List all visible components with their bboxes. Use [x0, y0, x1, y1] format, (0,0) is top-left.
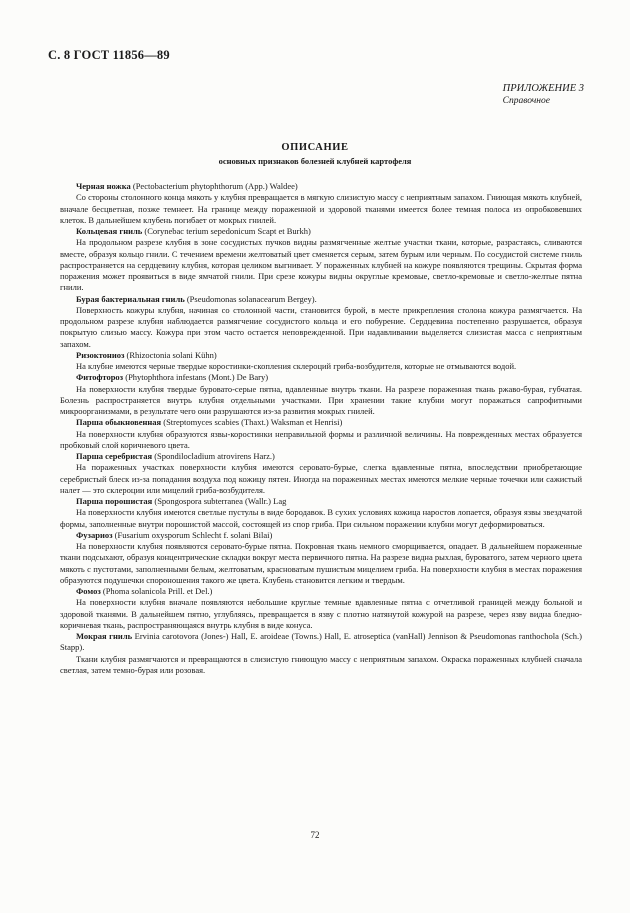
disease-name: Кольцевая гниль	[76, 226, 143, 236]
disease-heading	[60, 181, 582, 192]
disease-name: Фузариоз	[76, 529, 113, 540]
disease-latin-name: (Phytophthora infestans (Mont.) De Bary)	[125, 372, 269, 383]
disease-description: На поверхности клубня твердые буровато-серые пятна, вдавленные внутрь ткани. На разрезе пораженная ткань ржаво-бурая, губчатая. Болезнь распространяется внутрь клубня отдельными участками. При хранении такие клубни могут поражаться сапрофитными микроорганизмами, в результате чего они разрушаются из-за развития мокрых гнилей.	[60, 383, 582, 416]
disease-name: Черная ножка	[76, 181, 131, 191]
disease-latin-name: (Pseudomonas solanacearum Bergey).	[186, 293, 317, 304]
disease-heading	[60, 496, 582, 507]
disease-heading	[60, 631, 582, 654]
appendix-label-block	[503, 82, 584, 108]
disease-name: Фомоз	[76, 586, 101, 596]
disease-latin-name: (Pectobacterium phytophthorum (App.) Waldee)	[132, 181, 298, 191]
document-body	[60, 181, 582, 676]
disease-heading	[60, 372, 582, 383]
disease-latin-name: (Streptomyces scabies (Thaxt.) Waksman et Henrisi)	[163, 417, 343, 428]
disease-description: Ткани клубня размягчаются и превращаются в слизистую гниющую массу с неприятным запахом. Окраска пораженных клубней сначала светлая, затем темно-бурая или розовая.	[60, 653, 582, 675]
document-title	[0, 141, 630, 167]
page-number: 72	[310, 830, 320, 840]
disease-latin-name: (Fusarium oxysporum Schlecht f. solani Bilai)	[114, 529, 273, 540]
disease-name: Парша серебристая	[76, 451, 153, 461]
disease-latin-name: (Phoma solanicola Prill. et Del.)	[102, 586, 213, 596]
disease-description: На поверхности клубня появляются серовато-бурые пятна. Покровная ткань немного сморщивается, опадает. В дальнейшем пораженные ткани подсыхают, образуя концентрические складки вокруг места первичного пятна. На разрезе видна рыхлая, буроватого, затем черного цвета мякоть с пустотами, заполненными белым, желтоватым, красноватым пушистым мицелием гриба. На поверхности клубня в местах поражения образуются подушечки спороношения такого же цвета. Клубень становится легким и твердым.	[60, 541, 582, 585]
disease-heading	[60, 586, 582, 597]
title-subtitle: основных признаков болезней клубней картофеля	[218, 156, 412, 166]
disease-description: На пораженных участках поверхности клубня имеются серовато-бурые, слегка вдавленные пятна, впоследствии приобретающие серебристый блеск из-за попадания воздуха под кожицу пятен. Иногда на пораженных местах имеются мелкие черные точечки или сажистый налет — это склероции или мицелий гриба-возбудителя.	[60, 462, 582, 495]
disease-description: На поверхности клубня образуются язвы-коростинки неправильной формы и различной величины. На поврежденных местах образуется пробковый слой коричневого цвета.	[60, 428, 582, 450]
disease-name: Ризоктониоз	[76, 349, 125, 360]
disease-heading	[60, 451, 582, 462]
appendix-label: ПРИЛОЖЕНИЕ 3	[502, 83, 584, 94]
disease-heading	[60, 417, 582, 428]
disease-latin-name: (Rhizoctonia solani Kühn)	[126, 349, 217, 360]
disease-name: Мокрая гниль	[76, 631, 133, 641]
disease-heading	[60, 226, 582, 237]
disease-latin-name: (Spongospora subterranea (Wallr.) Lag	[154, 496, 287, 506]
disease-description: На поверхности клубня вначале появляются небольшие круглые темные вдавленные пятна с отчетливой границей между больной и здоровой тканями. В дальнейшем пятно, углубляясь, превращается в язву с плотно натянутой кожурой на разрезе, через язву видна бледно-коричневая ткань, распространяющаяся внутрь клубня в виде конуса.	[60, 597, 582, 630]
disease-description: На поверхности клубня имеются светлые пустулы в виде бородавок. В сухих условиях кожица наростов лопается, образуя язвы звездчатой формы, заполненные внутри порошистой массой, состоящей из спор гриба. При сильном поражении клубни могут деформироваться.	[60, 507, 582, 529]
disease-heading	[60, 350, 582, 361]
disease-name: Парша порошистая	[76, 496, 153, 506]
disease-latin-name: Ervinia carotovora (Jones-) Hall, E. aroideae (Towns.) Hall, E. atroseptica (vanHall) Jennison & Pseudomonas ranthochola (Sch.) Stapp).	[60, 631, 582, 653]
disease-description: На клубне имеются черные твердые коростинки-скопления склероций гриба-возбудителя, которые не отмываются водой.	[76, 361, 517, 371]
disease-heading	[60, 530, 582, 541]
disease-name: Бурая бактериальная гниль	[76, 293, 185, 304]
disease-name: Парша обыкновенная	[76, 417, 162, 428]
disease-heading	[60, 294, 582, 305]
disease-latin-name: (Corynebac terium sepedonicum Scapt et Burkh)	[144, 226, 311, 236]
title-main: ОПИСАНИЕ	[281, 142, 349, 153]
disease-name: Фитофтороз	[76, 372, 124, 383]
appendix-type: Справочное	[502, 96, 550, 106]
page-header: С. 8 ГОСТ 11856—89	[48, 48, 170, 62]
disease-description: Поверхность кожуры клубня, начиная со столонной части, становится бурой, в месте прикрепления столона кожура размягчается. На продольном разрезе клубня наблюдается размягчение сосудистого кольца и его побурение. Сердцевина постепенно разрушается, образуя покрытую слизью массу. Кожура при этом часто остается неповрежденной. При надавливании выделяется слизистая масса с неприятным запахом.	[60, 304, 582, 349]
disease-latin-name: (Spondilocladium atrovirens Harz.)	[154, 451, 275, 461]
disease-description: На продольном разрезе клубня в зоне сосудистых пучков видны размягченные желтые участки ткани, которые, разрастаясь, сливаются вместе, образуя кольцо гнили. С течением времени желтоватый цвет сменяется серым, затем бурым или черным. По сосудистой системе гниль распространяется на сердцевину клубня, которая целиком выгнивает. У пораженных клубней на кожуре появляются трещины. Скрытая форма поражения может проявиться в виде ямчатой гнили. При срезе кожуры видны округлые кремовые, светло-кремовые и светло-желтые пятна гнили.	[60, 237, 582, 293]
disease-description: Со стороны столонного конца мякоть у клубня превращается в мягкую слизистую массу с неприятным запахом. Гниющая мякоть клубней, вначале бесцветная, позже темнеет. На границе между пораженной и здоровой тканями имеется более темная полоса из опробковевших клеток. В дальнейшем клубень погибает от мокрых гнилей.	[60, 192, 582, 225]
